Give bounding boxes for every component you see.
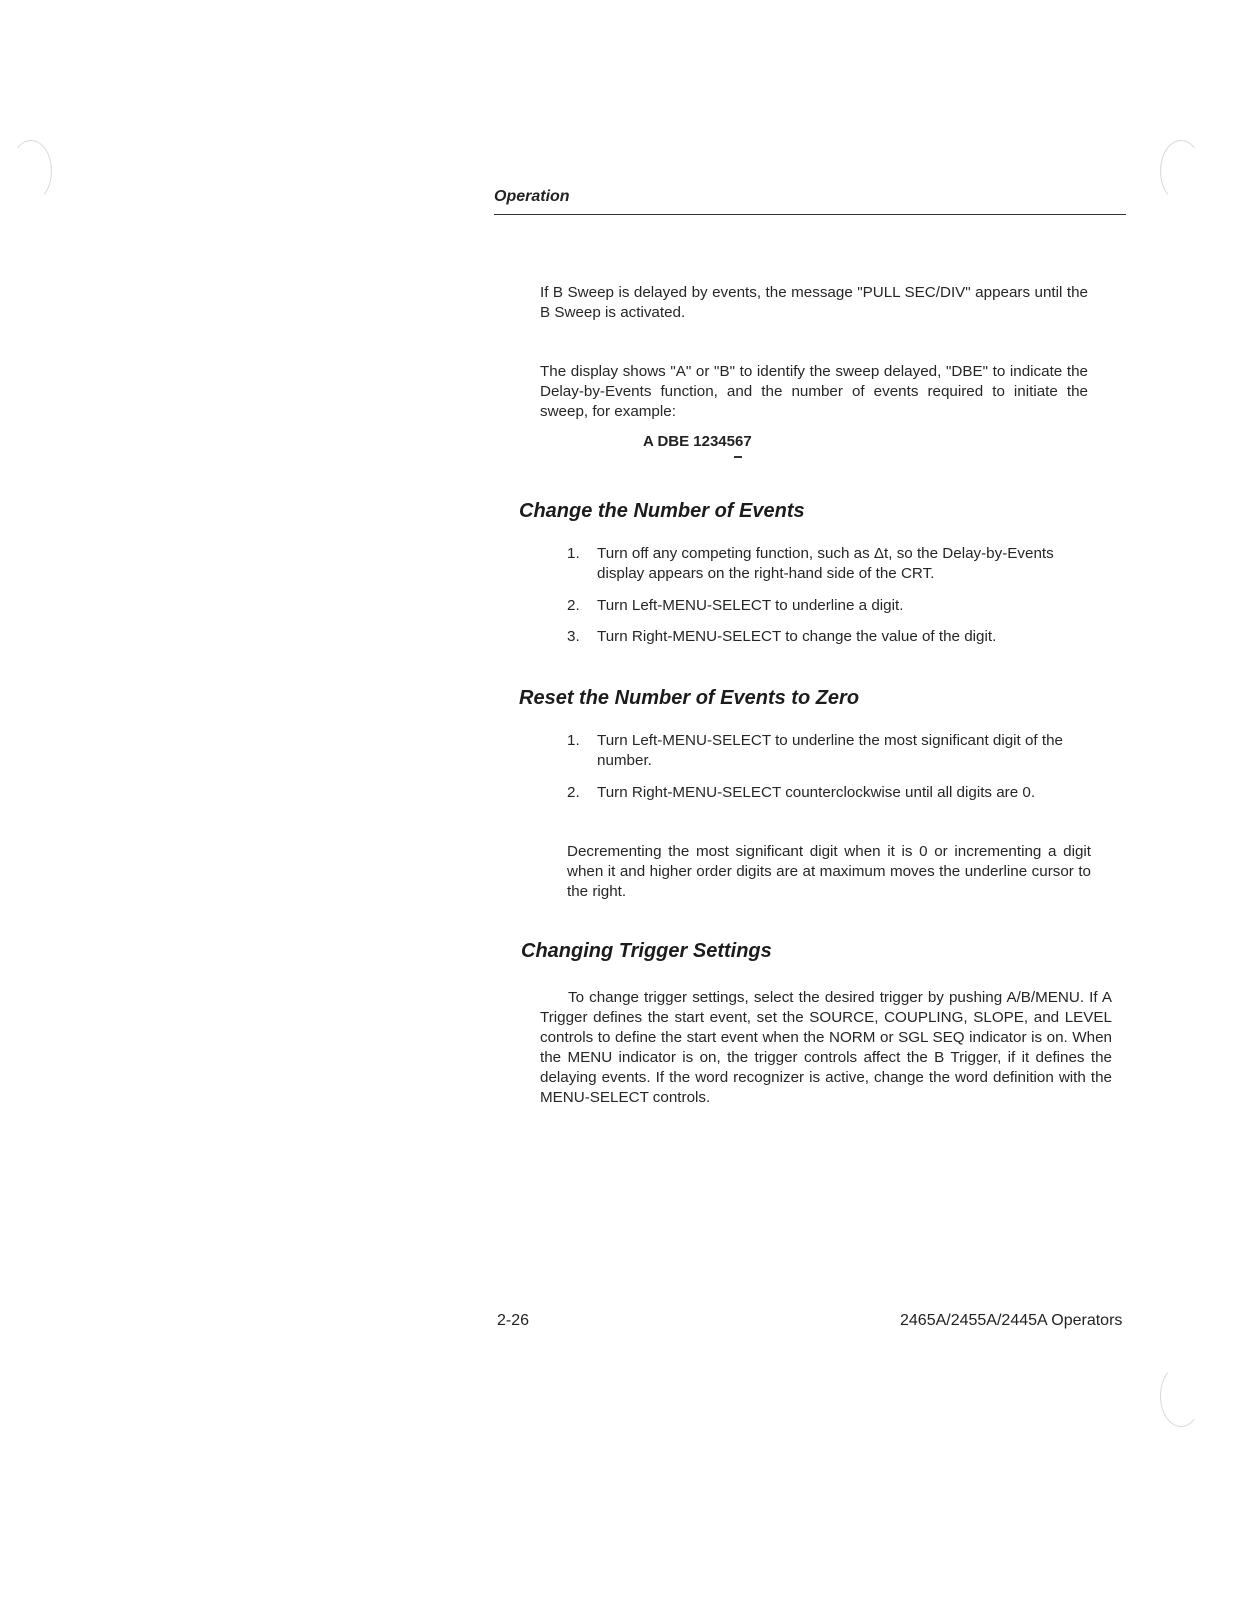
step-text: Turn Left-MENU-SELECT to underline the most significant digit of the number. — [597, 732, 1063, 769]
step-number: 2. — [567, 784, 580, 801]
step-item — [567, 731, 1097, 771]
step-number: 3. — [567, 628, 580, 645]
step-number: 1. — [567, 732, 580, 749]
step-number: 2. — [567, 597, 580, 614]
trigger-settings-paragraph: To change trigger settings, select the desired trigger by pushing A/B/MENU. If A Trigger defines the start event, set the SOURCE, COUPLING, SLOPE, and LEVEL controls to define the start event when the NORM or SGL SEQ indicator is on. When the MENU indicator is on, the trigger controls affect the B Trigger, if it defines the delaying events. If the word recognizer is active, change the word definition with the MENU-SELECT controls. — [540, 989, 1112, 1106]
page-number: 2-26 — [497, 1312, 530, 1329]
underline-cursor — [734, 456, 742, 458]
scan-edge-mark — [10, 140, 52, 202]
section-title-reset-events: Reset the Number of Events to Zero — [519, 687, 860, 709]
step-item — [567, 544, 1097, 584]
header-rule — [494, 214, 1126, 215]
manual-title: 2465A/2455A/2445A Operators — [900, 1312, 1123, 1329]
step-item — [567, 596, 1097, 616]
section-title-change-events: Change the Number of Events — [519, 500, 805, 522]
step-number: 1. — [567, 545, 580, 562]
step-item — [567, 783, 1097, 803]
running-title: Operation — [494, 188, 570, 205]
step-item — [567, 627, 1097, 647]
intro-paragraph-1: If B Sweep is delayed by events, the message "PULL SEC/DIV" appears until the B Sweep is activated. — [540, 284, 1088, 321]
step-text: Turn off any competing function, such as Δt, so the Delay-by-Events display appears on the right-hand side of the CRT. — [597, 545, 1054, 582]
cursor-note: Decrementing the most significant digit when it is 0 or incrementing a digit when it and higher order digits are at maximum moves the underline cursor to the right. — [567, 843, 1091, 900]
step-text: Turn Left-MENU-SELECT to underline a digit. — [597, 597, 904, 614]
section-title-trigger-settings: Changing Trigger Settings — [521, 940, 772, 962]
step-text: Turn Right-MENU-SELECT counterclockwise until all digits are 0. — [597, 784, 1036, 801]
scan-edge-mark — [1160, 1365, 1202, 1427]
scan-edge-mark — [1160, 140, 1202, 202]
intro-paragraph-2: The display shows "A" or "B" to identify the sweep delayed, "DBE" to indicate the Delay-by-Events function, and the number of events required to initiate the sweep, for example: — [540, 363, 1088, 420]
display-example: A DBE 1234567 — [643, 433, 752, 450]
step-text: Turn Right-MENU-SELECT to change the value of the digit. — [597, 628, 997, 645]
